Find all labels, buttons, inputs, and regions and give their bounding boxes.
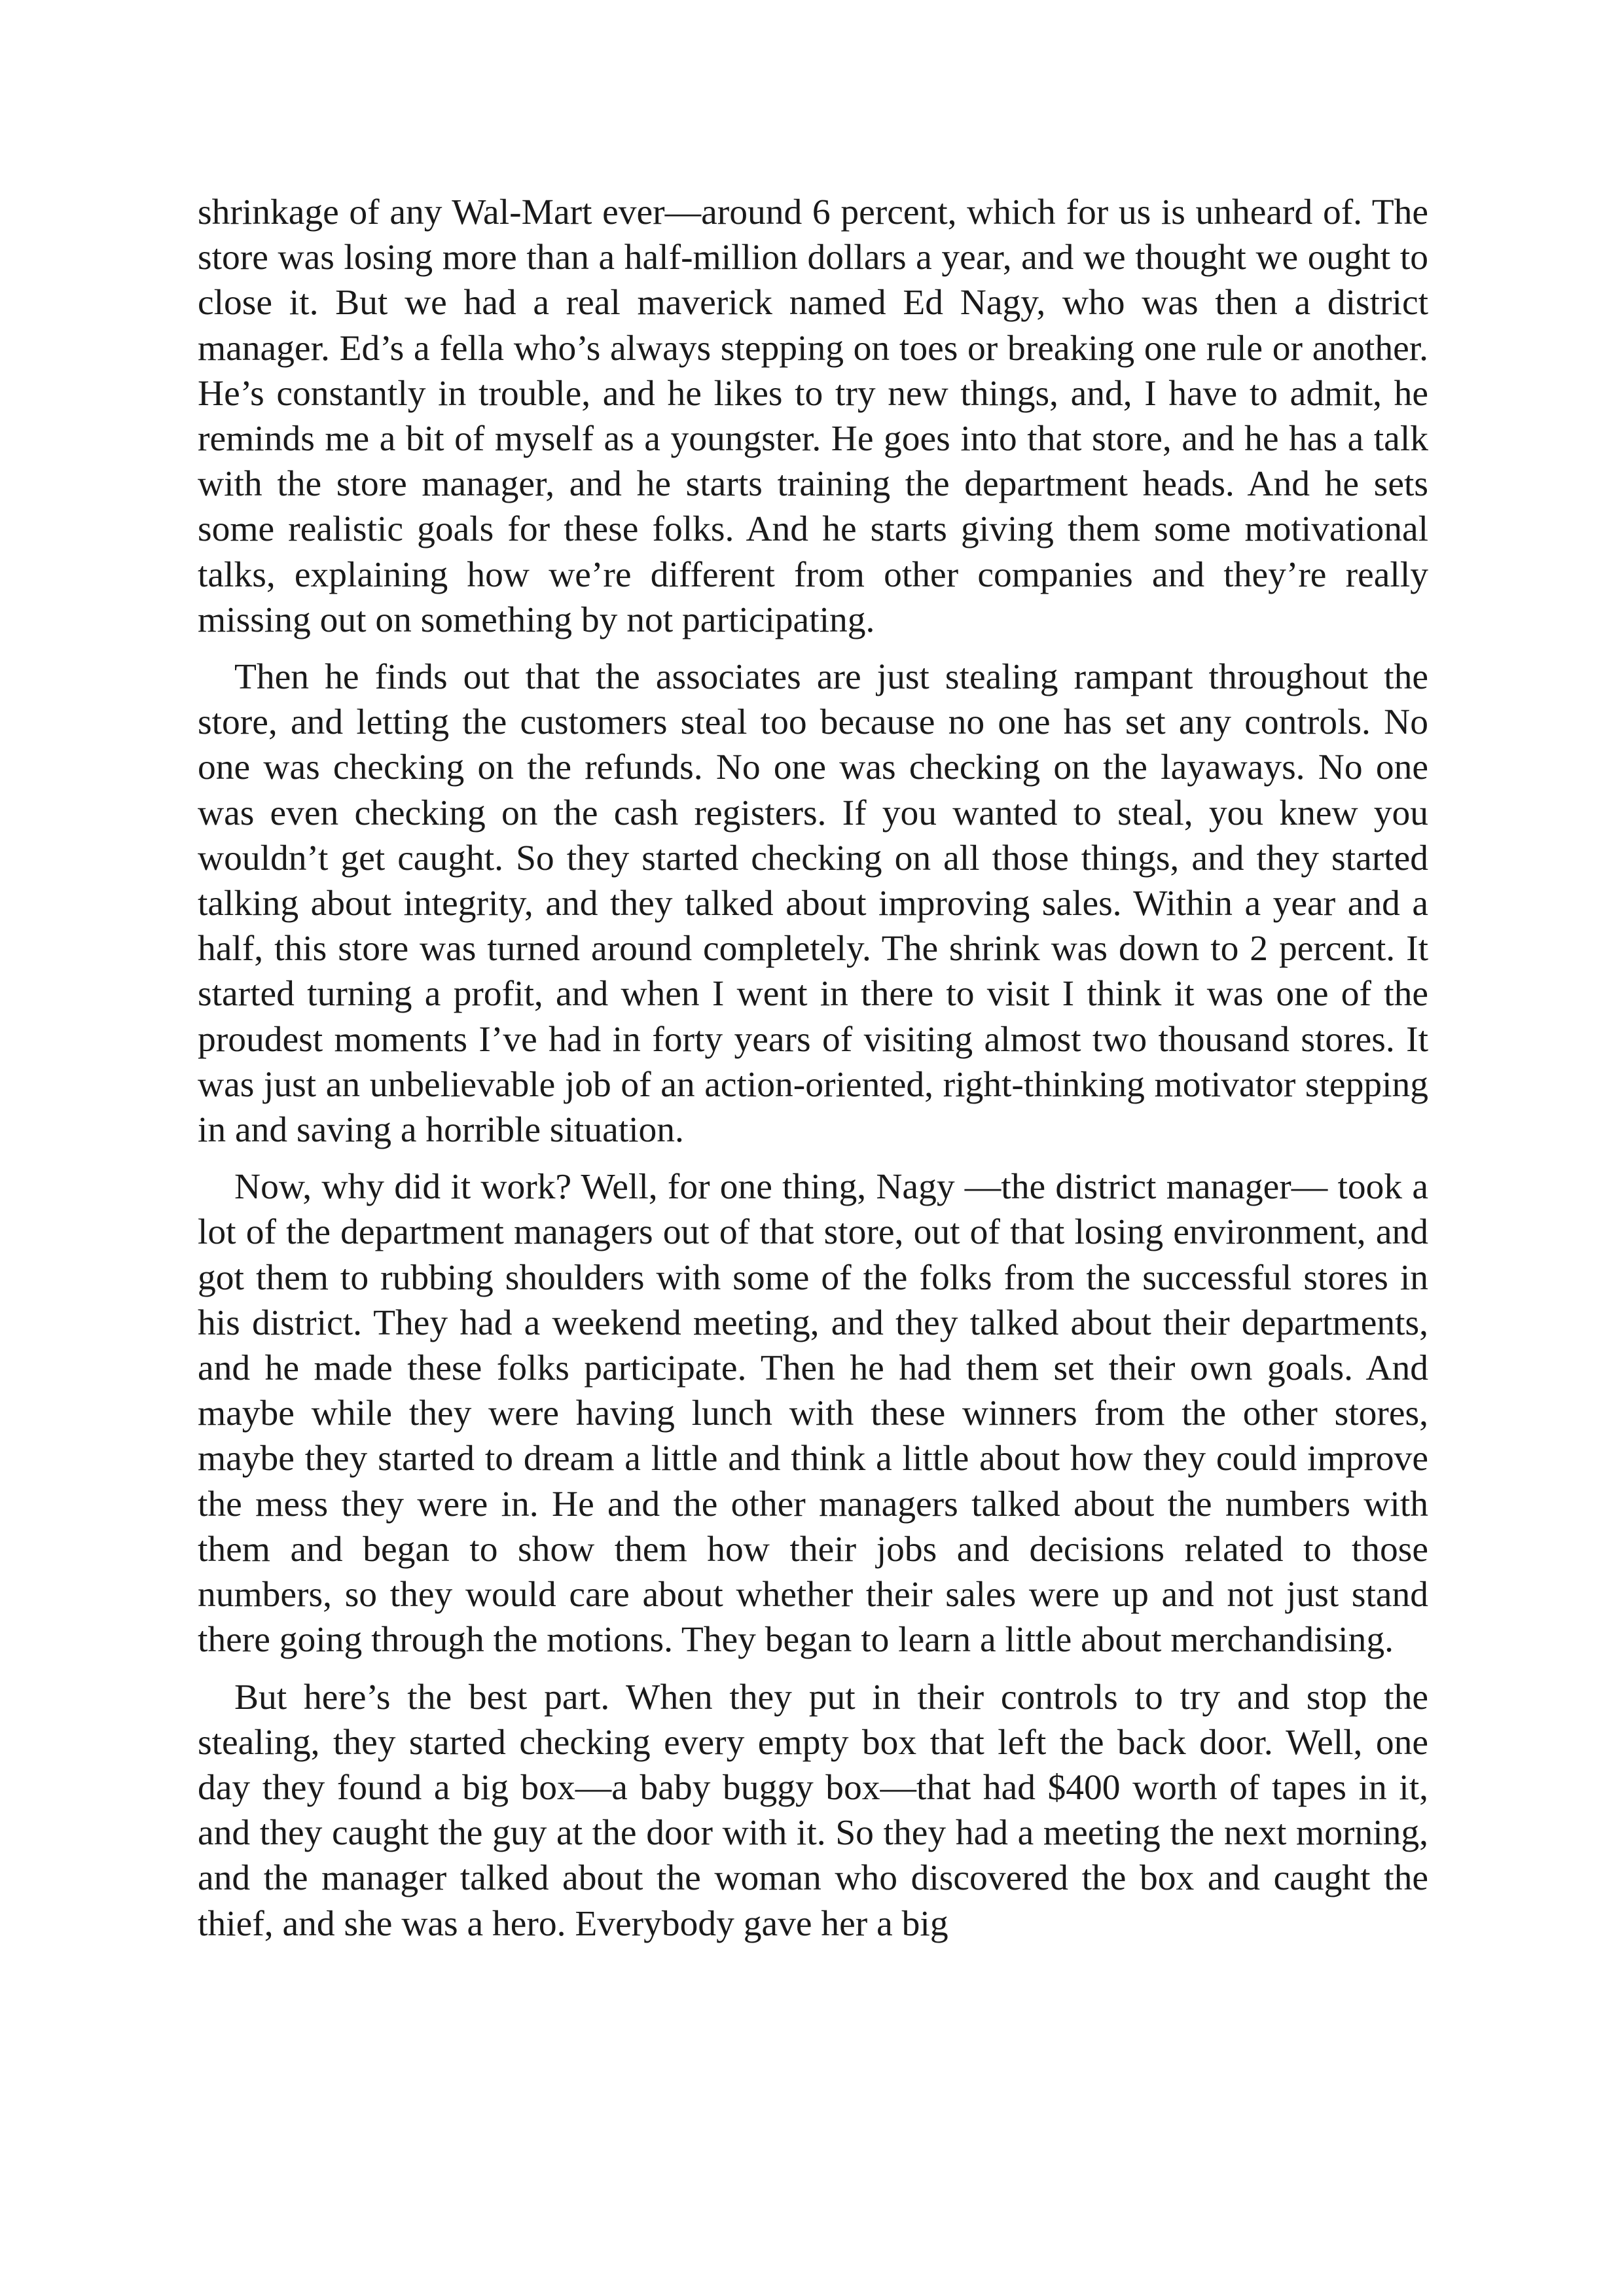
paragraph-3: Now, why did it work? Well, for one thing, Nagy —the district manager— took a lot of the department managers out of that store, out of that losing environment, and got them to rubbing shoulders with some of the folks from the successful stores in his district. They had a weekend meeting, and they talked about their departments, and he made these folks participate. Then he had them set their own goals. And maybe while they were having lunch with these winners from the other stores, maybe they started to dream a little and think a little about how they could improve the mess they were in. He and the other managers talked about the numbers with them and began to show them how their jobs and decisions related to those numbers, so they would care about whether their sales were up and not just stand there going through the motions. They began to learn a little about merchandising.: [198, 1167, 1428, 1660]
paragraph-2: Then he finds out that the associates are just stealing rampant throughout the store, and letting the customers steal too because no one has set any controls. No one was checking on the refunds. No one was checking on the layaways. No one was even checking on the cash registers. If you wanted to steal, you knew you wouldn’t get caught. So they started checking on all those things, and they started talking about integrity, and they talked about improving sales. Within a year and a half, this store was turned around completely. The shrink was down to 2 percent. It started turning a profit, and when I went in there to visit I think it was one of the proudest moments I’ve had in forty years of visiting almost two thousand stores. It was just an unbelievable job of an action-oriented, right-thinking motivator stepping in and saving a horrible situation.: [198, 657, 1428, 1151]
body-text: [198, 190, 1428, 1958]
paragraph-4: But here’s the best part. When they put in their controls to try and stop the stealing, they started checking every empty box that left the back door. Well, one day they found a big box—a baby buggy box—that had $400 worth of tapes in it, and they caught the guy at the door with it. So they had a meeting the next morning, and the manager talked about the woman who discovered the box and caught the thief, and she was a hero. Everybody gave her a big: [198, 1677, 1428, 1944]
paragraph-1: shrinkage of any Wal-Mart ever—around 6 percent, which for us is unheard of. The store was losing more than a half-million dollars a year, and we thought we ought to close it. But we had a real maverick named Ed Nagy, who was then a district manager. Ed’s a fella who’s always stepping on toes or breaking one rule or another. He’s constantly in trouble, and he likes to try new things, and, I have to admit, he reminds me a bit of myself as a youngster. He goes into that store, and he has a talk with the store manager, and he starts training the department heads. And he sets some realistic goals for these folks. And he starts giving them some motivational talks, explaining how we’re different from other companies and they’re really missing out on something by not participating.: [198, 192, 1428, 640]
